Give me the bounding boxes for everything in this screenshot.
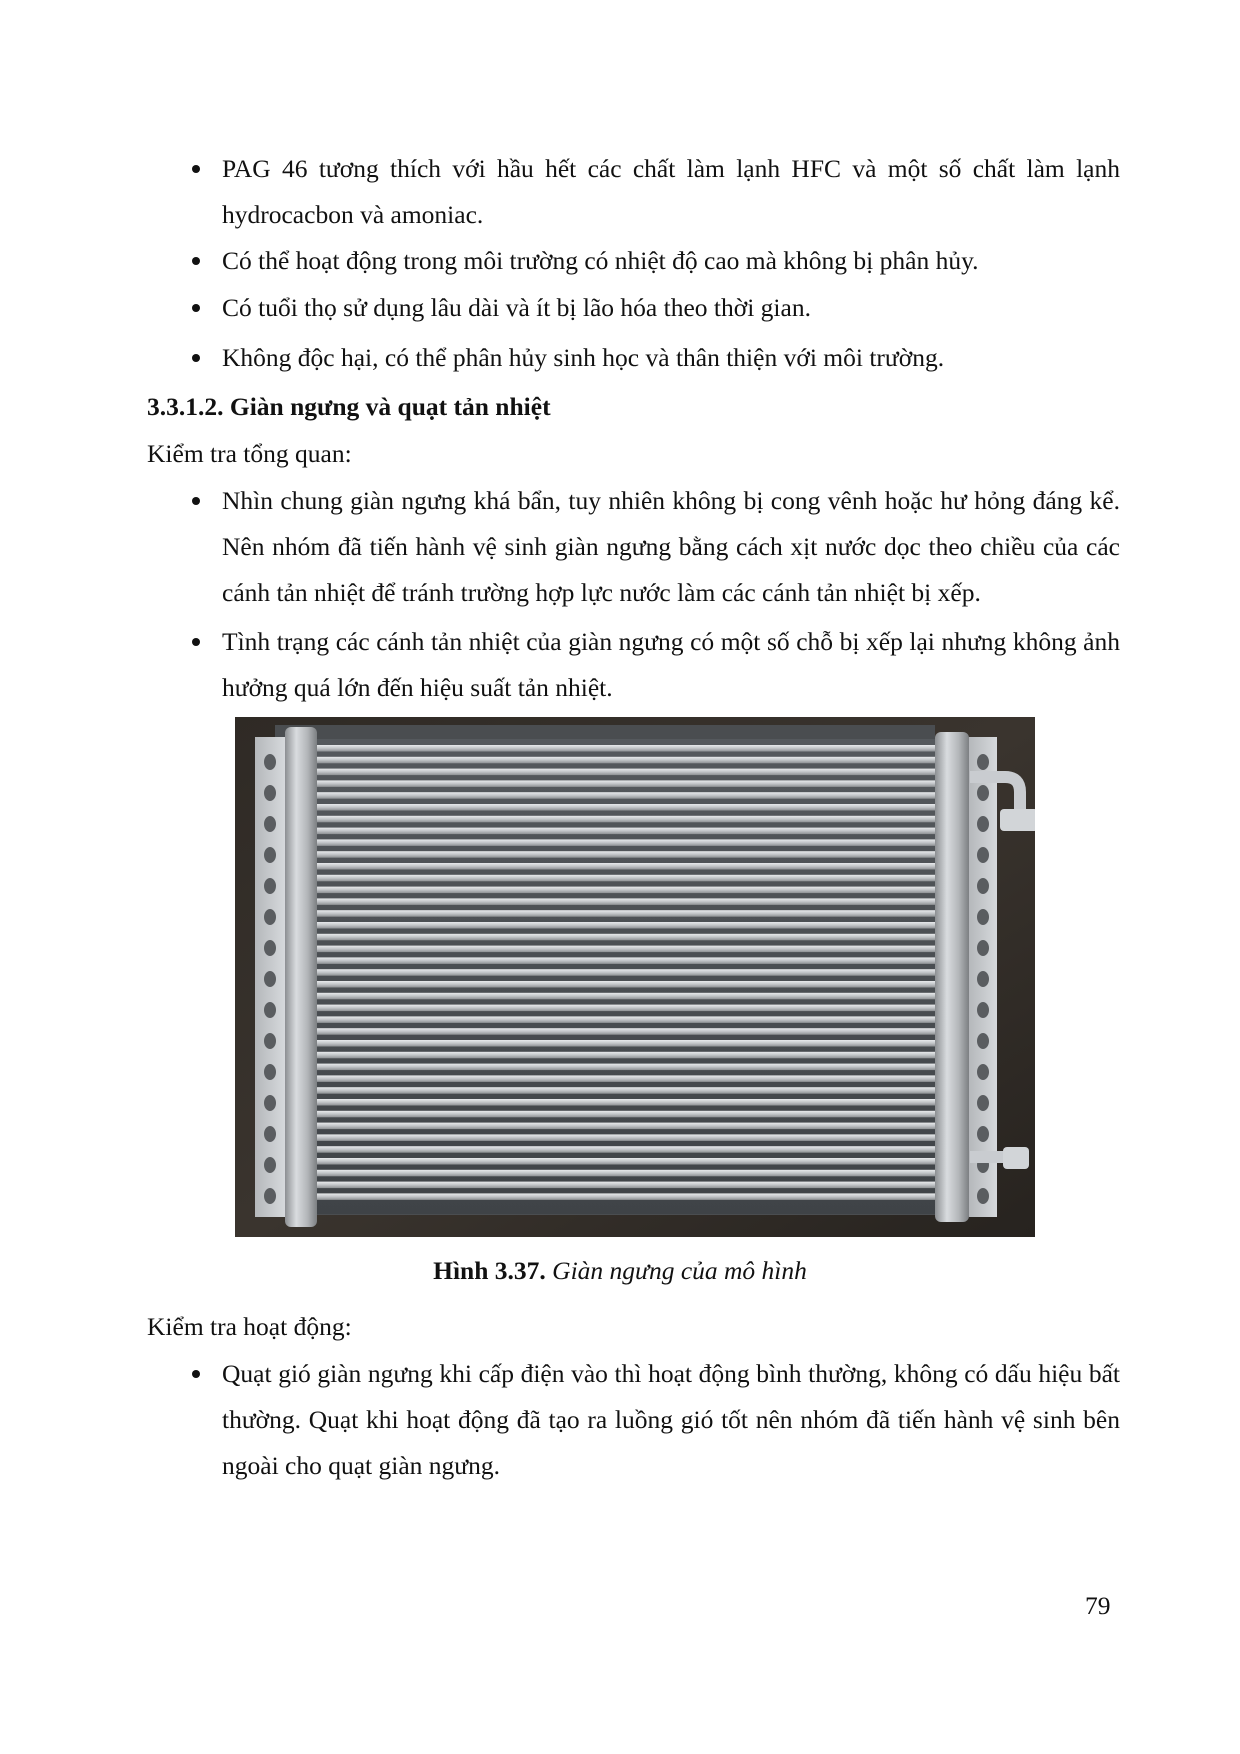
- section-heading: 3.3.1.2. Giàn ngưng và quạt tản nhiệt: [147, 392, 551, 421]
- condenser-tube: [317, 1040, 937, 1047]
- bracket-hole: [264, 971, 276, 987]
- condenser-tube: [317, 757, 937, 764]
- bracket-hole: [977, 1095, 989, 1111]
- condenser-tube: [317, 1170, 937, 1177]
- bracket-hole: [977, 1188, 989, 1204]
- left-bracket-holes: [264, 754, 276, 1204]
- bullet-dot-icon: [192, 257, 200, 265]
- condenser-tube: [317, 1134, 937, 1141]
- condenser-tube: [317, 981, 937, 988]
- bracket-hole: [977, 754, 989, 770]
- condenser-tube: [317, 839, 937, 846]
- bracket-hole: [264, 1157, 276, 1173]
- condenser-tube: [317, 863, 937, 870]
- caption-number: Hình 3.37.: [433, 1256, 546, 1285]
- bracket-hole: [977, 909, 989, 925]
- condenser-tube: [317, 875, 937, 882]
- bullet-dot-icon: [192, 354, 200, 362]
- list-item-text: Có tuổi thọ sử dụng lâu dài và ít bị lão hóa theo thời gian.: [222, 293, 811, 322]
- outlet-fitting: [1003, 1147, 1029, 1169]
- condenser-tube: [317, 957, 937, 964]
- right-bracket-holes: [977, 754, 989, 1204]
- bracket-hole: [264, 1064, 276, 1080]
- condenser-tube: [317, 1146, 937, 1153]
- overview-label: Kiểm tra tổng quan:: [147, 439, 352, 468]
- bracket-hole: [264, 1095, 276, 1111]
- bracket-hole: [264, 816, 276, 832]
- list-item: [222, 146, 1120, 238]
- condenser-tube: [317, 1158, 937, 1165]
- condenser-tube: [317, 816, 937, 823]
- bullet-dot-icon: [192, 304, 200, 312]
- condenser-tube: [317, 792, 937, 799]
- condenser-tube: [317, 898, 937, 905]
- page-number: 79: [1085, 1591, 1111, 1620]
- bullet-dot-icon: [192, 638, 200, 646]
- condenser-tube: [317, 1099, 937, 1106]
- bracket-hole: [977, 1002, 989, 1018]
- bracket-hole: [264, 909, 276, 925]
- bracket-hole: [977, 816, 989, 832]
- bracket-hole: [264, 1033, 276, 1049]
- right-header-tank: [935, 732, 969, 1222]
- bullet-dot-icon: [192, 1370, 200, 1378]
- inlet-fitting: [1000, 809, 1035, 831]
- condenser-tube: [317, 1087, 937, 1094]
- condenser-tube: [317, 1075, 937, 1082]
- bracket-hole: [977, 1033, 989, 1049]
- list-item-text: Tình trạng các cánh tản nhiệt của giàn ngưng có một số chỗ bị xếp lại nhưng không ảnh hưởng quá lớn đến hiệu suất tản nhiệt.: [222, 627, 1120, 702]
- list-item: [222, 335, 1120, 381]
- list-item: [222, 285, 1120, 331]
- condenser-tube: [317, 887, 937, 894]
- condenser-tube: [317, 1016, 937, 1023]
- list-item: [222, 238, 1120, 284]
- condenser-tube: [317, 1064, 937, 1071]
- list-item: [222, 619, 1120, 711]
- bracket-hole: [977, 785, 989, 801]
- operation-label: Kiểm tra hoạt động:: [147, 1312, 352, 1341]
- list-item: [222, 478, 1120, 616]
- condenser-tube: [317, 745, 937, 752]
- bracket-hole: [977, 971, 989, 987]
- bracket-hole: [977, 847, 989, 863]
- figure-caption: [0, 1248, 1240, 1294]
- condenser-tube: [317, 1193, 937, 1200]
- list-item-text: Nhìn chung giàn ngưng khá bẩn, tuy nhiên không bị cong vênh hoặc hư hỏng đáng kể. Nên nhóm đã tiến hành vệ sinh giàn ngưng bằng cách xịt nước dọc theo chiều của các cánh tản nhiệt để tránh trường hợp lực nước làm các cánh tản nhiệt bị xếp.: [222, 486, 1120, 607]
- condenser-tube: [317, 1182, 937, 1189]
- list-item-text: Có thể hoạt động trong môi trường có nhiệt độ cao mà không bị phân hủy.: [222, 246, 979, 275]
- condenser-tube: [317, 769, 937, 776]
- bullet-dot-icon: [192, 165, 200, 173]
- condenser-tube: [317, 946, 937, 953]
- list-item-text: PAG 46 tương thích với hầu hết các chất làm lạnh HFC và một số chất làm lạnh hydrocacbon và amoniac.: [222, 154, 1120, 229]
- bullet-dot-icon: [192, 497, 200, 505]
- condenser-tube: [317, 922, 937, 929]
- bracket-hole: [264, 847, 276, 863]
- condenser-tube: [317, 780, 937, 787]
- bracket-hole: [977, 1126, 989, 1142]
- bracket-hole: [264, 785, 276, 801]
- condenser-tube: [317, 1005, 937, 1012]
- bracket-hole: [264, 1126, 276, 1142]
- condenser-tube: [317, 934, 937, 941]
- bracket-hole: [264, 1002, 276, 1018]
- bracket-hole: [264, 940, 276, 956]
- list-item-text: Không độc hại, có thể phân hủy sinh học và thân thiện với môi trường.: [222, 343, 945, 372]
- condenser-image: [235, 717, 1035, 1237]
- condenser-tube: [317, 993, 937, 1000]
- condenser-tube: [317, 804, 937, 811]
- condenser-tube: [317, 1111, 937, 1118]
- bracket-hole: [977, 940, 989, 956]
- condenser-tube: [317, 969, 937, 976]
- bracket-hole: [264, 1188, 276, 1204]
- bracket-hole: [264, 754, 276, 770]
- condenser-photo: [235, 717, 1035, 1237]
- condenser-tube: [317, 1052, 937, 1059]
- bracket-hole: [977, 878, 989, 894]
- condenser-tube: [317, 828, 937, 835]
- condenser-tube: [317, 910, 937, 917]
- caption-text: Giàn ngưng của mô hình: [552, 1256, 807, 1285]
- condenser-tube: [317, 1123, 937, 1130]
- list-item-text: Quạt gió giàn ngưng khi cấp điện vào thì hoạt động bình thường, không có dấu hiệu bất thường. Quạt khi hoạt động đã tạo ra luồng gió tốt nên nhóm đã tiến hành vệ sinh bên ngoài cho quạt giàn ngưng.: [222, 1359, 1120, 1480]
- bracket-hole: [977, 1064, 989, 1080]
- left-header-tank: [285, 727, 317, 1227]
- list-item: [222, 1351, 1120, 1489]
- condenser-tube: [317, 851, 937, 858]
- bracket-hole: [264, 878, 276, 894]
- condenser-tube: [317, 1028, 937, 1035]
